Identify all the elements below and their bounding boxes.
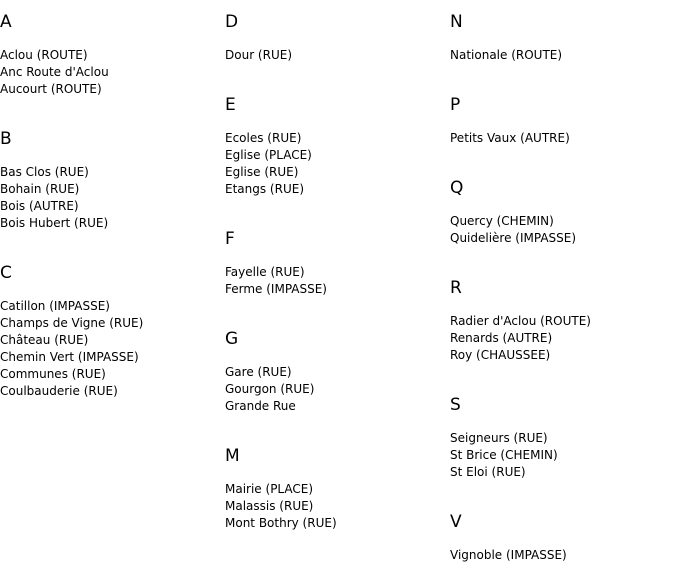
letter-heading: R	[450, 278, 462, 298]
list-item	[450, 347, 670, 364]
group-spacer	[450, 147, 670, 166]
list-item	[225, 164, 445, 181]
street-link[interactable]: Vignoble (IMPASSE)	[450, 548, 567, 562]
street-link[interactable]: Chemin Vert (IMPASSE)	[0, 350, 139, 364]
street-link[interactable]: Quidelière (IMPASSE)	[450, 231, 577, 245]
street-link[interactable]: Nationale (ROUTE)	[450, 48, 563, 62]
street-link[interactable]: Petits Vaux (AUTRE)	[450, 131, 570, 145]
letter-group-r	[450, 278, 670, 364]
list-item	[0, 181, 220, 198]
group-spacer	[450, 64, 670, 83]
letter-group-f	[225, 229, 445, 298]
group-spacer	[450, 364, 670, 383]
list-item	[225, 147, 445, 164]
list-item	[0, 315, 220, 332]
letter-group-p	[450, 95, 670, 147]
street-list	[225, 364, 445, 415]
letter-group-q	[450, 178, 670, 247]
letter-heading: F	[225, 229, 235, 249]
letter-heading: S	[450, 395, 461, 415]
list-item	[450, 330, 670, 347]
list-item	[450, 464, 670, 481]
street-link[interactable]: Roy (CHAUSSEE)	[450, 348, 551, 362]
list-item	[0, 332, 220, 349]
street-list	[450, 47, 670, 64]
street-list	[0, 164, 220, 232]
group-spacer	[450, 247, 670, 266]
list-item	[225, 281, 445, 298]
letter-group-b	[0, 129, 220, 232]
list-item	[225, 481, 445, 498]
street-link[interactable]: Mairie (PLACE)	[225, 482, 314, 496]
street-link[interactable]: Malassis (RUE)	[225, 499, 314, 513]
street-list	[450, 430, 670, 481]
street-link[interactable]: Aucourt (ROUTE)	[0, 82, 102, 96]
street-link[interactable]: Mont Bothry (RUE)	[225, 516, 337, 530]
street-link[interactable]: Ferme (IMPASSE)	[225, 282, 327, 296]
list-item	[450, 430, 670, 447]
letter-group-v	[450, 512, 670, 564]
street-link[interactable]: Aclou (ROUTE)	[0, 48, 88, 62]
street-link[interactable]: Château (RUE)	[0, 333, 89, 347]
list-item	[225, 364, 445, 381]
list-item	[450, 130, 670, 147]
street-link[interactable]: Renards (AUTRE)	[450, 331, 553, 345]
list-item	[0, 366, 220, 383]
list-item	[0, 81, 220, 98]
street-list	[450, 213, 670, 247]
street-link[interactable]: Quercy (CHEMIN)	[450, 214, 554, 228]
group-spacer	[0, 232, 220, 251]
street-link[interactable]: Radier d'Aclou (ROUTE)	[450, 314, 591, 328]
street-link[interactable]: Bas Clos (RUE)	[0, 165, 89, 179]
list-item	[0, 198, 220, 215]
street-link[interactable]: St Brice (CHEMIN)	[450, 448, 558, 462]
group-spacer	[0, 98, 220, 117]
street-link[interactable]: Seigneurs (RUE)	[450, 431, 548, 445]
letter-heading: D	[225, 12, 239, 32]
list-item	[450, 213, 670, 230]
list-item	[450, 230, 670, 247]
street-link[interactable]: Champs de Vigne (RUE)	[0, 316, 144, 330]
list-item	[450, 47, 670, 64]
list-item	[225, 47, 445, 64]
list-item	[225, 381, 445, 398]
street-link[interactable]: Bohain (RUE)	[0, 182, 80, 196]
street-link[interactable]: Gare (RUE)	[225, 365, 292, 379]
list-item	[225, 498, 445, 515]
street-list	[0, 298, 220, 400]
list-item	[0, 349, 220, 366]
letter-heading: C	[0, 263, 12, 283]
street-list	[450, 313, 670, 364]
list-item	[0, 215, 220, 232]
letter-heading: P	[450, 95, 461, 115]
street-link[interactable]: Ecoles (RUE)	[225, 131, 302, 145]
letter-group-c	[0, 263, 220, 400]
list-item	[450, 547, 670, 564]
street-link[interactable]: Gourgon (RUE)	[225, 382, 315, 396]
letter-group-d	[225, 12, 445, 64]
letter-group-e	[225, 95, 445, 198]
street-link[interactable]: Coulbauderie (RUE)	[0, 384, 118, 398]
list-item	[0, 298, 220, 315]
list-item	[0, 383, 220, 400]
street-link[interactable]: Dour (RUE)	[225, 48, 293, 62]
list-item	[450, 447, 670, 464]
street-link[interactable]: Eglise (RUE)	[225, 165, 299, 179]
letter-heading: M	[225, 446, 240, 466]
letter-heading: A	[0, 12, 12, 32]
list-item	[225, 181, 445, 198]
street-index-column-3	[450, 0, 670, 564]
letter-group-m	[225, 446, 445, 532]
letter-heading: E	[225, 95, 236, 115]
list-item	[225, 264, 445, 281]
letter-heading: G	[225, 329, 239, 349]
list-item	[0, 64, 220, 81]
list-item	[450, 313, 670, 330]
group-spacer	[225, 415, 445, 434]
letter-heading: Q	[450, 178, 464, 198]
letter-heading: N	[450, 12, 463, 32]
street-list	[225, 47, 445, 64]
letter-heading: B	[0, 129, 12, 149]
group-spacer	[225, 64, 445, 83]
list-item	[0, 164, 220, 181]
letter-heading: V	[450, 512, 462, 532]
letter-group-a	[0, 12, 220, 98]
street-link[interactable]: Grande Rue	[225, 399, 296, 413]
street-link[interactable]: Anc Route d'Aclou	[0, 65, 109, 79]
street-link[interactable]: Catillon (IMPASSE)	[0, 299, 110, 313]
letter-group-g	[225, 329, 445, 415]
group-spacer	[225, 298, 445, 317]
street-list	[225, 481, 445, 532]
street-index-column-2	[225, 0, 445, 532]
street-link[interactable]: Eglise (PLACE)	[225, 148, 312, 162]
street-list	[450, 547, 670, 564]
street-link[interactable]: Fayelle (RUE)	[225, 265, 305, 279]
street-list	[225, 130, 445, 198]
list-item	[225, 130, 445, 147]
group-spacer	[225, 198, 445, 217]
street-list	[225, 264, 445, 298]
street-list	[450, 130, 670, 147]
street-link[interactable]: Communes (RUE)	[0, 367, 106, 381]
street-link[interactable]: Etangs (RUE)	[225, 182, 304, 196]
street-link[interactable]: Bois (AUTRE)	[0, 199, 79, 213]
group-spacer	[450, 481, 670, 500]
street-index-column-1	[0, 0, 220, 400]
street-link[interactable]: Bois Hubert (RUE)	[0, 216, 109, 230]
letter-group-s	[450, 395, 670, 481]
letter-group-n	[450, 12, 670, 64]
street-list	[0, 47, 220, 98]
list-item	[0, 47, 220, 64]
list-item	[225, 398, 445, 415]
street-link[interactable]: St Eloi (RUE)	[450, 465, 526, 479]
